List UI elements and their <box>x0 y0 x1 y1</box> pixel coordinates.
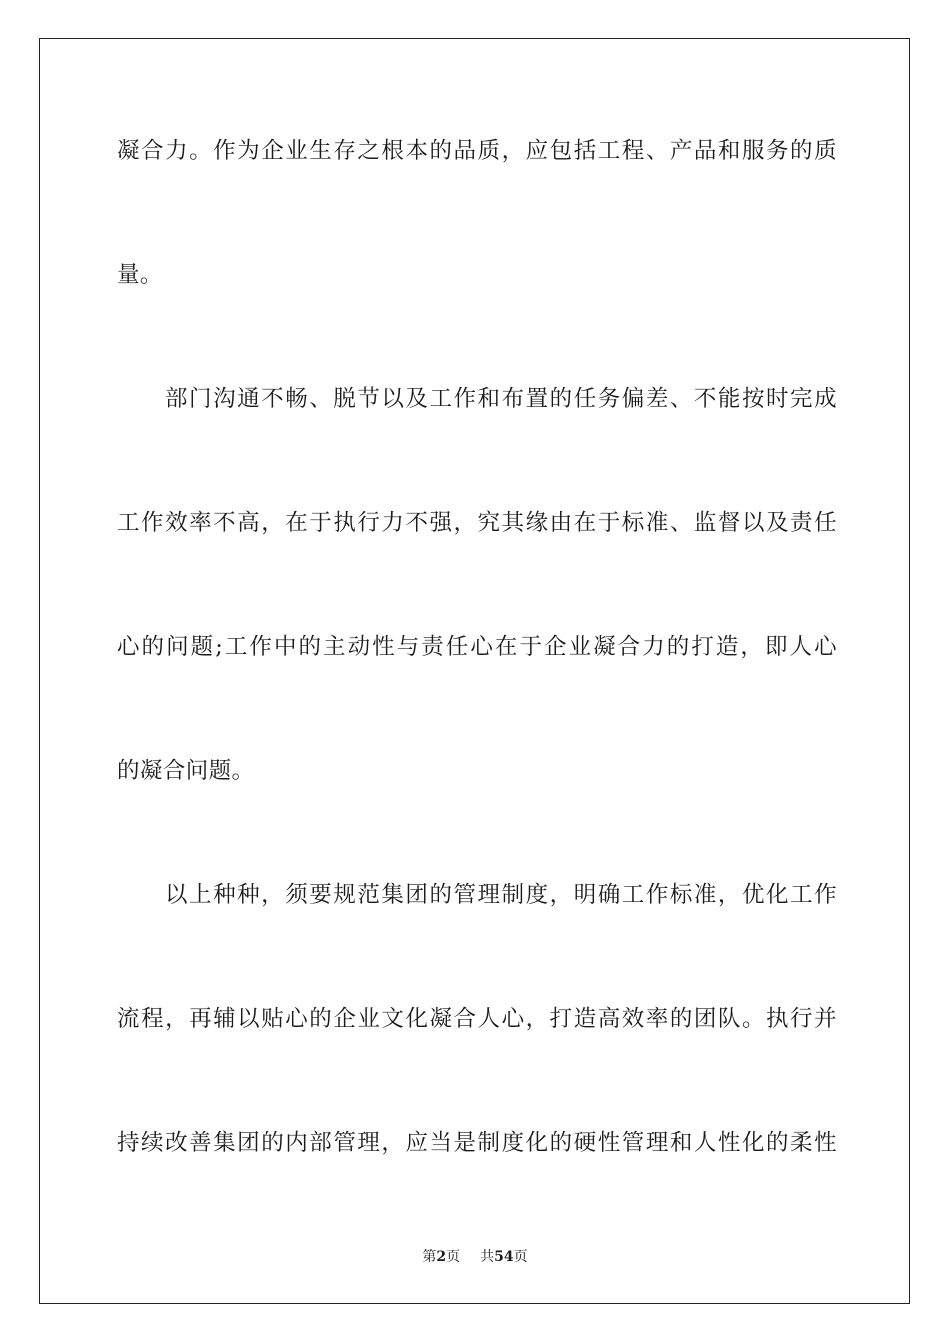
total-prefix: 共 <box>480 1249 495 1265</box>
text-line-6: 的凝合问题。 <box>117 758 255 784</box>
total-pages: 54 <box>494 1249 514 1265</box>
text-line-2: 量。 <box>117 262 163 288</box>
text-line-7: 以上种种，须要规范集团的管理制度，明确工作标准，优化工作 <box>165 882 837 908</box>
text-line-4: 工作效率不高，在于执行力不强，究其缘由在于标准、监督以及责任 <box>117 510 837 536</box>
text-line-9: 持续改善集团的内部管理，应当是制度化的硬性管理和人性化的柔性 <box>117 1130 837 1156</box>
page-footer <box>0 1247 950 1267</box>
text-line-5: 心的问题;工作中的主动性与责任心在于企业凝合力的打造，即人心 <box>117 634 837 660</box>
text-line-3: 部门沟通不畅、脱节以及工作和布置的任务偏差、不能按时完成 <box>165 386 837 412</box>
text-line-8: 流程，再辅以贴心的企业文化凝合人心，打造高效率的团队。执行并 <box>117 1006 837 1032</box>
page-suffix: 页 <box>446 1249 461 1265</box>
page-number: 2 <box>436 1249 447 1265</box>
total-suffix: 页 <box>513 1249 528 1265</box>
page-prefix: 第 <box>422 1249 437 1265</box>
page-border <box>39 38 910 1304</box>
text-line-1: 凝合力。作为企业生存之根本的品质，应包括工程、产品和服务的质 <box>117 138 837 164</box>
